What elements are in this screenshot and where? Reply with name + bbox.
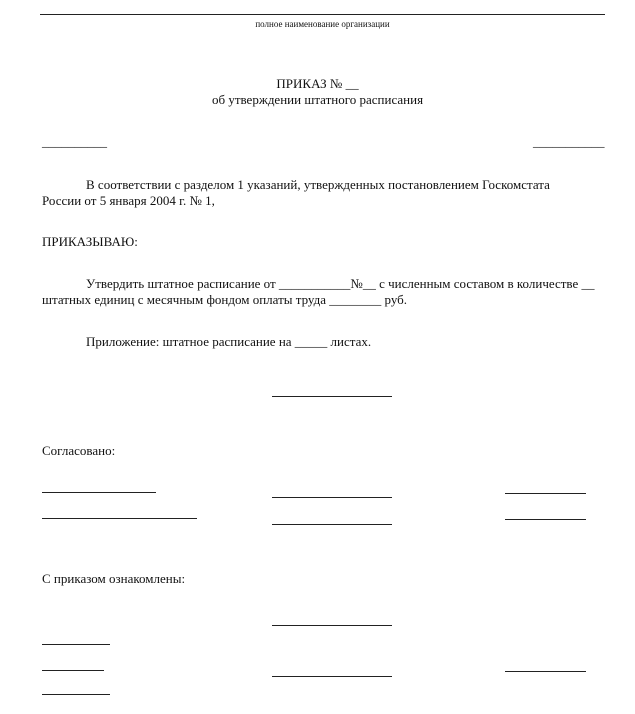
agreed-signature-line-1: [272, 497, 392, 498]
acquainted-signature-line-2: [272, 676, 392, 677]
acquainted-label: С приказом ознакомлены:: [42, 571, 186, 586]
agreed-name-line-1: [505, 493, 586, 494]
agreed-position-line-2: [42, 518, 197, 519]
acquainted-position-line-1: [42, 644, 110, 645]
agreed-label: Согласовано:: [42, 443, 116, 458]
agreed-position-line-1: [42, 492, 156, 493]
director-signature-line: [272, 396, 392, 397]
acquainted-name-line-2: [505, 671, 586, 672]
acquainted-position-line-2: [42, 670, 104, 671]
order-title: ПРИКАЗ № __: [276, 76, 359, 91]
acquainted-signature-line-1: [272, 625, 392, 626]
clause-line-1: Утвердить штатное расписание от ___________№__ с численным составом в количестве __: [86, 276, 595, 291]
acquainted-position-line-3: [42, 694, 110, 695]
agreed-signature-line-2: [272, 524, 392, 525]
order-word: ПРИКАЗЫВАЮ:: [42, 234, 138, 249]
date-blank: __________: [42, 134, 107, 149]
order-subject: об утверждении штатного расписания: [211, 92, 424, 107]
appendix-note: Приложение: штатное расписание на _____ листах.: [86, 334, 372, 349]
org-name-caption: полное наименование организации: [255, 19, 390, 29]
agreed-name-line-2: [505, 519, 586, 520]
org-name-line: [40, 14, 605, 15]
clause-line-2: штатных единиц с месячным фондом оплаты труда ________ руб.: [42, 292, 408, 307]
place-blank: ___________: [533, 134, 605, 149]
preamble-line-2: России от 5 января 2004 г. № 1,: [42, 193, 215, 208]
preamble-line-1: В соответствии с разделом 1 указаний, утвержденных постановлением Госкомстата: [86, 177, 550, 192]
